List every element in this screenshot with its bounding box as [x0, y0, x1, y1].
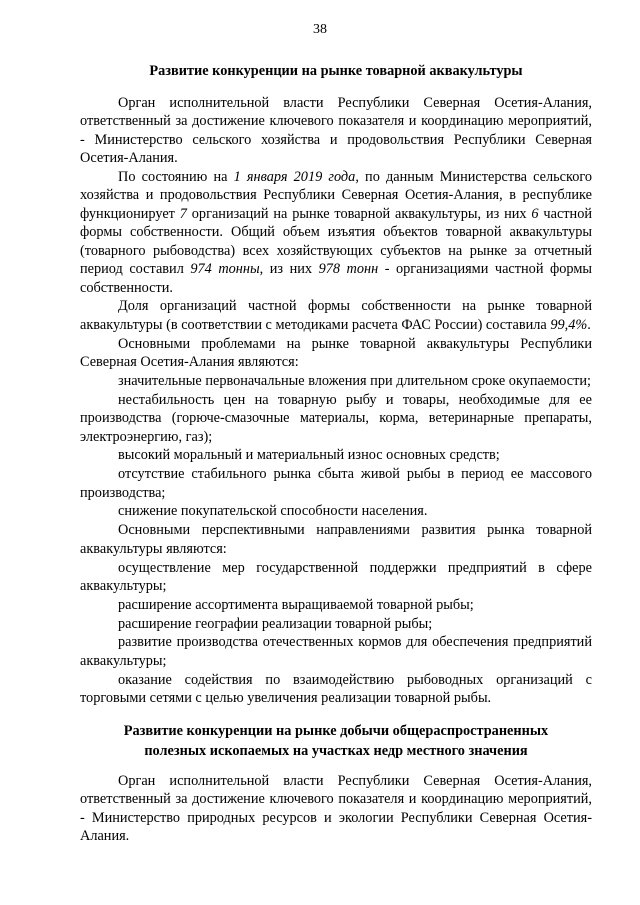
organizations-private: 6	[531, 205, 539, 222]
problem-item: отсутствие стабильного рынка сбыта живой рыбы в период ее массового производства;	[80, 466, 592, 501]
section-body-aquaculture	[80, 94, 592, 708]
section-title-line: Развитие конкуренции на рынке добычи общераспространенных	[123, 723, 549, 739]
market-state-paragraph: По состоянию на 1 января 2019 года, по данным Министерства сельского хозяйства и продовольствия Республики Северная Осетия-Алания, в республике функционирует 7 организаций на рынке товарной аквакультуры, из них 6 частной формы собственности. Общий объем изъятия объектов товарной аквакультуры (товарного рыбоводства) всех хозяйствующих субъектов на рынке за отчетный период составил 974 тонны, из них 978 тонн - организациями частной формы собственности.	[80, 169, 593, 296]
direction-item: развитие производства отечественных кормов для обеспечения предприятий аквакультуры;	[80, 634, 592, 669]
section-title-aquaculture: Развитие конкуренции на рынке товарной аквакультуры	[149, 63, 523, 79]
responsible-body-paragraph: Орган исполнительной власти Республики Северная Осетия-Алания, ответственный за достижение ключевого показателя и координацию мероприятий, - Министерство сельского хозяйства и продовольствия Республики Северная Осетия-Алания.	[80, 95, 592, 167]
responsible-body-paragraph: Орган исполнительной власти Республики Северная Осетия-Алания, ответственный за достижение ключевого показателя и координацию мероприятий, - Министерство природных ресурсов и экологии Республики Северная Осетия-Алания.	[80, 773, 592, 845]
direction-item: осуществление мер государственной поддержки предприятий в сфере аквакультуры;	[80, 559, 592, 594]
section-body-minerals	[80, 772, 592, 846]
direction-item: расширение географии реализации товарной рыбы;	[118, 615, 433, 632]
problem-item: снижение покупательской способности населения.	[118, 503, 428, 520]
problem-item: значительные первоначальные вложения при длительном сроке окупаемости;	[118, 372, 591, 389]
problem-item: нестабильность цен на товарную рыбу и товары, необходимые для ее производства (горюче-смазочные материалы, корма, ветеринарные препараты, электроэнергию, газ);	[80, 391, 592, 445]
direction-item: оказание содействия по взаимодействию рыбоводных организаций с торговыми сетями с целью увеличения реализации товарной рыбы.	[80, 671, 592, 707]
section-title-minerals	[80, 721, 592, 761]
volume-private: 978 тонн	[318, 261, 379, 278]
private-share-value: 99,4%	[550, 316, 588, 333]
organizations-total: 7	[179, 205, 187, 222]
direction-item: расширение ассортимента выращиваемой товарной рыбы;	[118, 596, 474, 613]
problems-intro: Основными проблемами на рынке товарной аквакультуры Республики Северная Осетия-Алания являются:	[80, 335, 592, 370]
volume-total: 974 тонны	[190, 261, 260, 278]
page-number: 38	[313, 22, 327, 37]
section-title-line: полезных ископаемых на участках недр местного значения	[144, 743, 528, 759]
problem-item: высокий моральный и материальный износ основных средств;	[118, 447, 500, 464]
report-date: 1 января 2019 года	[233, 169, 356, 186]
private-share-paragraph: Доля организаций частной формы собственности на рынке товарной аквакультуры (в соответствии с методиками расчета ФАС России) составила 99,4%.	[80, 298, 592, 333]
directions-intro: Основными перспективными направлениями развития рынка товарной аквакультуры являются:	[80, 522, 592, 557]
